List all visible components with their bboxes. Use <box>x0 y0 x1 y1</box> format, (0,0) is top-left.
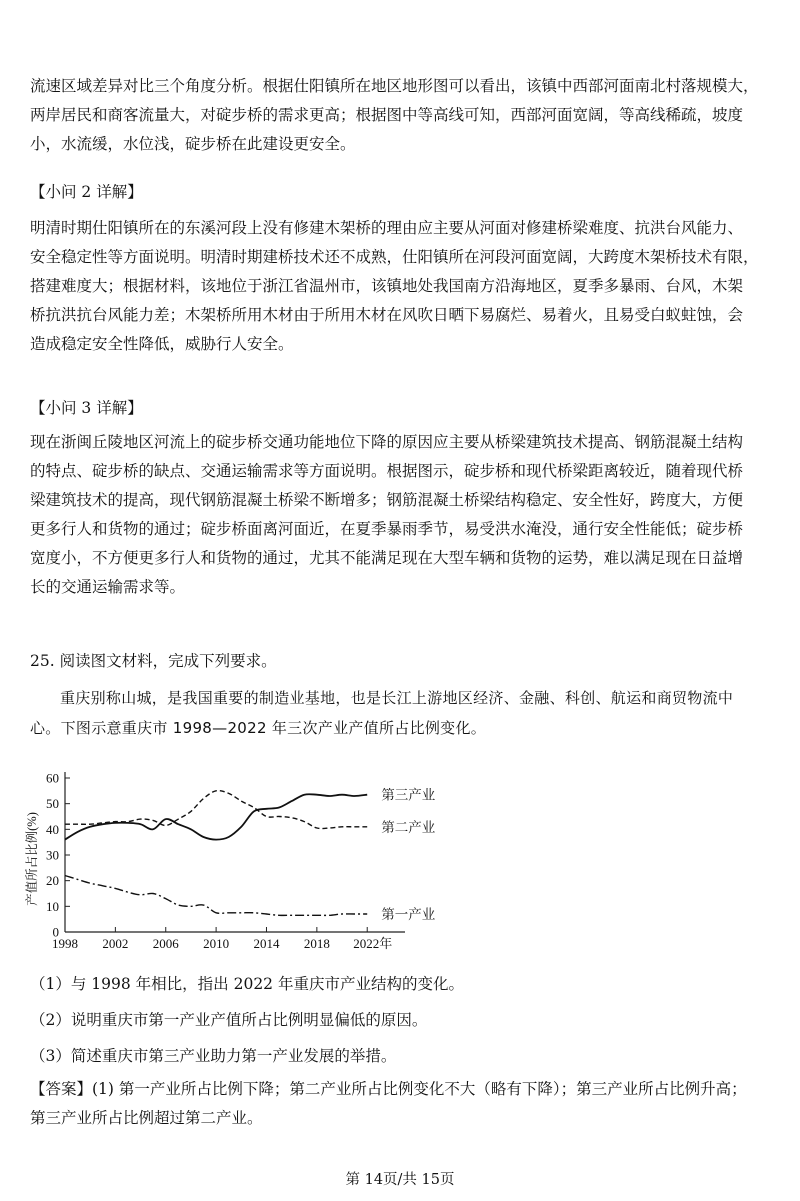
x-tick-label: 2014 <box>253 936 280 951</box>
text-line: 心。下图示意重庆市 1998—2022 年三次产业产值所占比例变化。 <box>30 719 487 737</box>
text-line: 长的交通运输需求等。 <box>30 578 186 596</box>
series-label: 第一产业 <box>381 907 436 923</box>
x-tick-label: 2018 <box>303 936 330 951</box>
q3-paragraph <box>30 428 775 602</box>
text-line: 梁建筑技术的提高，现代钢筋混凝土桥梁不断增多；钢筋混凝土桥梁结构稳定、安全性好，跨度大，方便 <box>30 491 744 509</box>
series-line-第一产业 <box>65 876 367 916</box>
y-tick-label: 30 <box>46 847 59 863</box>
y-tick-label: 20 <box>46 873 59 889</box>
text-line: 造成稳定安全性降低，威胁行人安全。 <box>30 335 294 353</box>
series-label: 第三产业 <box>381 787 436 803</box>
text-line: 两岸居民和商客流量大，对碇步桥的需求更高；根据图中等高线可知，西部河面宽阔，等高线稀疏，坡度 <box>30 106 744 124</box>
text-line: 重庆别称山城，是我国重要的制造业基地，也是长江上游地区经济、金融、科创、航运和商贸物流中 <box>60 689 734 707</box>
x-tick-label: 1998 <box>52 936 78 951</box>
y-axis-label: 产值所占比例(%) <box>25 812 39 906</box>
q25-material <box>30 683 780 743</box>
y-tick-label: 10 <box>46 898 59 914</box>
x-tick-label: 2022年 <box>353 936 393 951</box>
text-line: 的特点、碇步桥的缺点、交通运输需求等方面说明。根据图示，碇步桥和现代桥梁距离较近，随着现代桥 <box>30 462 744 480</box>
series-line-第三产业 <box>65 794 367 839</box>
y-tick-label: 50 <box>46 796 59 812</box>
text-line: 【答案】(1) 第一产业所占比例下降；第二产业所占比例变化不大（略有下降）；第三产业所占比例升高； <box>30 1080 747 1098</box>
text-line: 第三产业所占比例超过第二产业。 <box>30 1109 263 1127</box>
page-number: 第 14页/共 15页 <box>345 1172 455 1188</box>
q2-heading: 【小问 2 详解】 <box>30 183 143 201</box>
y-tick-label: 60 <box>46 770 59 786</box>
text-line: 小，水流缓，水位浅，碇步桥在此建设更安全。 <box>30 135 356 153</box>
text-line: 流速区域差异对比三个角度分析。根据仕阳镇所在地区地形图可以看出，该镇中西部河面南北村落规模大， <box>30 77 759 95</box>
x-tick-label: 2002 <box>102 936 129 951</box>
q2-paragraph <box>30 214 775 359</box>
text-line: 桥抗洪抗台风能力差；木架桥所用木材由于所用木材在风吹日晒下易腐烂、易着火，且易受白蚁蛀蚀，会 <box>30 306 744 324</box>
chart-axes <box>24 771 405 952</box>
answer-paragraph <box>30 1075 775 1133</box>
y-tick-label: 40 <box>46 821 59 837</box>
text-line: 更多行人和货物的通过；碇步桥面离河面近，在夏季暴雨季节，易受洪水淹没，通行安全性能低；碇步桥 <box>30 520 744 538</box>
text-line: 宽度小，不方便更多行人和货物的通过，尤其不能满足现在大型车辆和货物的运势，难以满足现在日益增 <box>30 549 744 567</box>
sub-question-1: （1）与 1998 年相比，指出 2022 年重庆市产业结构的变化。 <box>30 975 464 993</box>
text-line: 明清时期仕阳镇所在的东溪河段上没有修建木架桥的理由应主要从河面对修建桥梁难度、抗洪台风能力、 <box>30 219 744 237</box>
text-line: 安全稳定性等方面说明。明清时期建桥技术还不成熟，仕阳镇所在河段河面宽阔，大跨度木架桥技术有限， <box>30 248 759 266</box>
q3-heading: 【小问 3 详解】 <box>30 399 143 417</box>
chart-series-group <box>65 791 367 916</box>
series-label: 第二产业 <box>381 819 436 835</box>
x-tick-label: 2010 <box>203 936 230 951</box>
sub-question-3: （3）简述重庆市第三产业助力第一产业发展的举措。 <box>30 1047 397 1065</box>
text-line: 搭建难度大；根据材料，该地位于浙江省温州市，该镇地处我国南方沿海地区，夏季多暴雨、台风，木架 <box>30 277 744 295</box>
x-tick-label: 2006 <box>152 936 179 951</box>
sub-question-2: （2）说明重庆市第一产业产值所占比例明显偏低的原因。 <box>30 1011 428 1029</box>
prev-answer-paragraph <box>30 72 775 159</box>
text-line: 现在浙闽丘陵地区河流上的碇步桥交通功能地位下降的原因应主要从桥梁建筑技术提高、钢筋混凝土结构 <box>30 433 744 451</box>
industry-ratio-chart <box>20 762 440 962</box>
chart-labels-group <box>381 787 435 922</box>
question-25-title: 25. 阅读图文材料，完成下列要求。 <box>30 652 277 670</box>
y-tick-label: 0 <box>52 924 59 940</box>
